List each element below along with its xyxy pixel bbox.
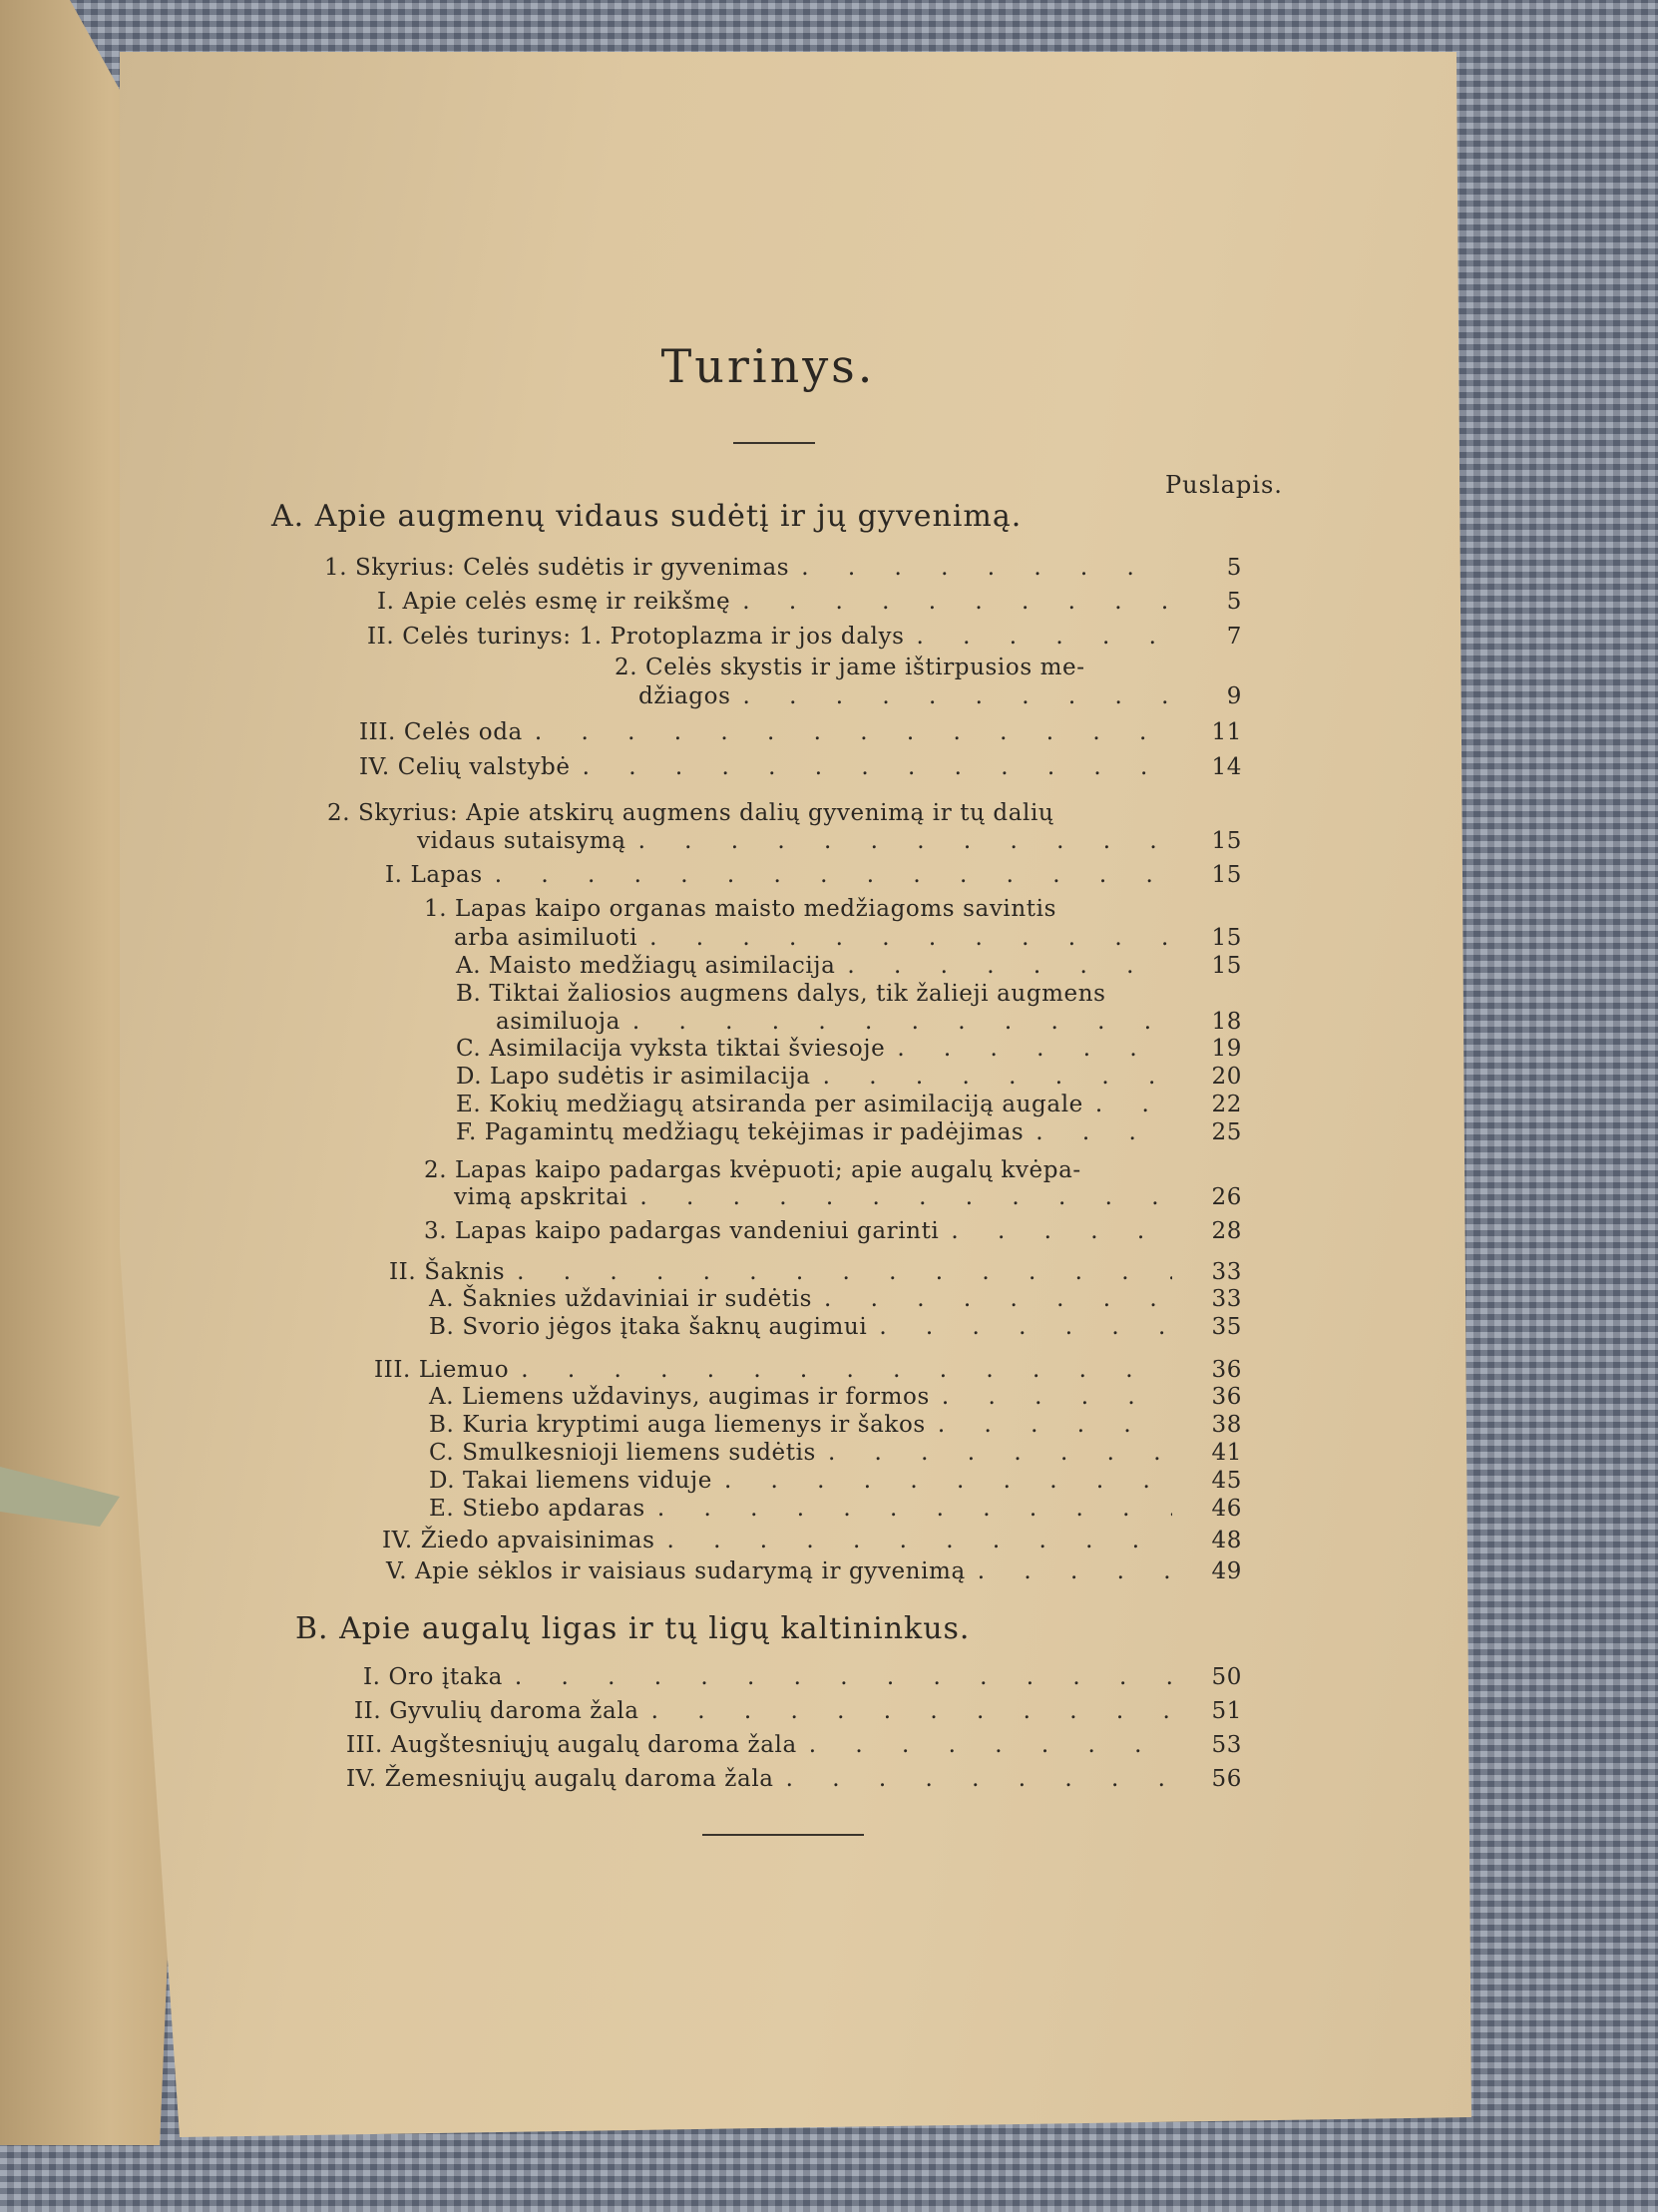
toc-entry-text: II. Šaknis (389, 1259, 506, 1285)
toc-entry-text: V. Apie sėklos ir vaisiaus sudarymą ir gyvenimą (386, 1558, 966, 1584)
dot-leader (1024, 1119, 1172, 1145)
dot-leader (654, 1528, 1172, 1553)
toc-entry-text: IV. Žiedo apvaisinimas (382, 1528, 655, 1553)
dot-leader (639, 1698, 1172, 1724)
toc-entry (424, 1218, 1242, 1244)
dot-leader (627, 1184, 1172, 1210)
toc-entry-page: 18 (1211, 1009, 1242, 1035)
toc-entry-text: C. Asimilacija vyksta tiktai šviesoje (456, 1036, 886, 1062)
toc-entry-text: A. Šaknies uždaviniai ir sudėtis (429, 1286, 813, 1312)
dot-leader (626, 828, 1172, 854)
toc-entry-text: asimiluoja (496, 1009, 621, 1035)
section-b-label: B. Apie augalų ligas ir tų ligų kaltininkus. (295, 1611, 971, 1646)
toc-entry-page: 15 (1211, 925, 1242, 951)
toc-entry-page: 50 (1211, 1664, 1242, 1690)
toc-entry (377, 589, 1242, 615)
toc-entry (429, 1384, 1242, 1410)
toc-entry-text: A. Liemens uždavinys, augimas ir formos (429, 1384, 930, 1410)
toc-entry-text: B. Svorio jėgos įtaka šaknų augimui (429, 1314, 868, 1340)
toc-entry-page: 15 (1211, 862, 1242, 888)
dot-leader (1083, 1092, 1172, 1117)
toc-entry (382, 1528, 1242, 1553)
dot-leader (816, 1440, 1172, 1466)
toc-entry (359, 719, 1242, 745)
toc-entry-page: 51 (1211, 1698, 1242, 1724)
toc-entry (389, 1259, 1242, 1285)
toc-entry (346, 1732, 1242, 1758)
toc-entry (429, 1468, 1242, 1494)
toc-entry-text: arba asimiluoti (454, 925, 638, 951)
dot-leader (905, 624, 1172, 650)
toc-entry-text: IV. Celių valstybė (359, 754, 571, 780)
toc-entry-page: 33 (1211, 1259, 1242, 1285)
toc-entry-text: IV. Žemesniųjų augalų daroma žala (346, 1766, 774, 1792)
dot-leader (637, 925, 1172, 951)
toc-entry-page: 33 (1211, 1286, 1242, 1312)
dot-leader (966, 1558, 1172, 1584)
toc-entry-text: II. Gyvulių daroma žala (354, 1698, 639, 1724)
toc-entry-text: II. Celės turinys: 1. Protoplazma ir jos dalys (367, 624, 905, 650)
toc-entry-page: 41 (1211, 1440, 1242, 1466)
dot-leader (645, 1496, 1172, 1522)
dot-leader (885, 1036, 1172, 1062)
toc-entry-text: 3. Lapas kaipo padargas vandeniui garinti (424, 1218, 940, 1244)
toc-entry-page: 15 (1211, 953, 1242, 979)
toc-entry-text: B. Kuria kryptimi auga liemenys ir šakos (429, 1412, 926, 1438)
toc-entry-text: I. Lapas (385, 862, 483, 888)
toc-entry-page: 19 (1211, 1036, 1242, 1062)
toc-entry (367, 624, 1242, 650)
toc-entry-page: 45 (1211, 1468, 1242, 1494)
toc-entry (638, 683, 1242, 709)
section-b-heading (295, 1611, 970, 1646)
toc-entry (386, 1558, 1242, 1584)
toc-entry (456, 1036, 1242, 1062)
toc-entry-page: 5 (1226, 589, 1242, 615)
toc-entry-page: 22 (1211, 1092, 1242, 1117)
toc-entry-page: 53 (1211, 1732, 1242, 1758)
page-title: Turinys. (660, 339, 876, 393)
dot-leader (621, 1009, 1172, 1035)
dot-leader (926, 1412, 1172, 1438)
toc-entry (363, 1664, 1242, 1690)
toc-entry (429, 1314, 1242, 1340)
dot-leader (483, 862, 1172, 888)
dot-leader (523, 719, 1172, 745)
toc-entry (374, 1357, 1242, 1383)
closing-rule (702, 1834, 864, 1836)
dot-leader (774, 1766, 1172, 1792)
toc-entry (456, 1119, 1242, 1145)
toc-entry (354, 1698, 1242, 1724)
toc-entry-page: 38 (1211, 1412, 1242, 1438)
toc-entry-page: 20 (1211, 1064, 1242, 1090)
dot-leader (930, 1384, 1172, 1410)
toc-entry (385, 862, 1242, 888)
toc-entry-text: F. Pagamintų medžiagų tekėjimas ir padėjimas (456, 1119, 1025, 1145)
toc-entry-page: 36 (1211, 1384, 1242, 1410)
toc-entry-text: D. Takai liemens viduje (429, 1468, 712, 1494)
toc-entry-page: 35 (1211, 1314, 1242, 1340)
toc-entry-page: 11 (1211, 719, 1242, 745)
toc-entry-page: 9 (1226, 683, 1242, 709)
toc-entry-page: 15 (1211, 828, 1242, 854)
toc-entry-page: 46 (1211, 1496, 1242, 1522)
title-rule (733, 442, 815, 444)
toc-entry-text: III. Celės oda (359, 719, 523, 745)
toc-entry-text: III. Liemuo (374, 1357, 510, 1383)
toc-entry (454, 1184, 1242, 1210)
section-a-label: A. Apie augmenų vidaus sudėtį ir jų gyvenimą. (271, 499, 1023, 534)
dot-leader (503, 1664, 1172, 1690)
dot-leader (505, 1259, 1172, 1285)
toc-entry-text: A. Maisto medžiagų asimilacija (456, 953, 836, 979)
toc-entry (429, 1440, 1242, 1466)
toc-entry-page: 26 (1211, 1184, 1242, 1210)
toc-entry-text: 2. Lapas kaipo padargas kvėpuoti; apie augalų kvėpa- (424, 1157, 1081, 1183)
dot-leader (712, 1468, 1172, 1494)
dot-leader (509, 1357, 1172, 1383)
toc-entry (456, 953, 1242, 979)
toc-entry-page: 25 (1211, 1119, 1242, 1145)
toc-entry-text: 1. Lapas kaipo organas maisto medžiagoms savintis (424, 896, 1056, 922)
toc-entry-text: B. Tiktai žaliosios augmens dalys, tik žalieji augmens (456, 981, 1106, 1007)
toc-entry-text: I. Apie celės esmę ir reikšmę (377, 589, 731, 615)
toc-entry-text: D. Lapo sudėtis ir asimilacija (456, 1064, 811, 1090)
toc-entry-text: 2. Skyrius: Apie atskirų augmens dalių gyvenimą ir tų dalių (327, 800, 1054, 826)
toc-entry-page: 14 (1211, 754, 1242, 780)
toc-entry-text: C. Smulkesnioji liemens sudėtis (429, 1440, 816, 1466)
toc-entry-page: 56 (1211, 1766, 1242, 1792)
toc-entry (417, 828, 1242, 854)
toc-entry-page: 28 (1211, 1218, 1242, 1244)
toc-entry-text: E. Kokių medžiagų atsiranda per asimilaciją augale (456, 1092, 1083, 1117)
section-a-heading (271, 499, 1022, 534)
dot-leader (730, 589, 1172, 615)
dot-leader (812, 1286, 1172, 1312)
toc-entry (346, 1766, 1242, 1792)
toc-entry-text: vidaus sutaisymą (417, 828, 626, 854)
toc-entry (429, 1412, 1242, 1438)
toc-entry (454, 925, 1242, 951)
toc-entry-page: 36 (1211, 1357, 1242, 1383)
page-column-header: Puslapis. (1165, 471, 1283, 499)
toc-entry-text: vimą apskritai (454, 1184, 628, 1210)
toc-entry-page: 7 (1226, 624, 1242, 650)
toc-entry (496, 1009, 1242, 1035)
dot-leader (939, 1218, 1172, 1244)
dot-leader (811, 1064, 1172, 1090)
dot-leader (835, 953, 1172, 979)
toc-entry-page: 48 (1211, 1528, 1242, 1553)
toc-entry (359, 754, 1242, 780)
toc-entry-text: I. Oro įtaka (363, 1664, 503, 1690)
dot-leader (867, 1314, 1172, 1340)
toc-entry-text: džiagos (638, 683, 731, 709)
dot-leader (789, 555, 1172, 581)
dot-leader (797, 1732, 1172, 1758)
toc-entry (429, 1496, 1242, 1522)
toc-entry (429, 1286, 1242, 1312)
dot-leader (571, 754, 1172, 780)
toc-entry-page: 49 (1211, 1558, 1242, 1584)
toc-entry (456, 1064, 1242, 1090)
toc-entry-text: 1. Skyrius: Celės sudėtis ir gyvenimas (324, 555, 790, 581)
toc-entry-page: 5 (1226, 555, 1242, 581)
toc-entry (456, 1092, 1242, 1117)
toc-entry-text: III. Augštesniųjų augalų daroma žala (346, 1732, 797, 1758)
toc-entry (324, 555, 1242, 581)
toc-entry-text: E. Stiebo apdaras (429, 1496, 645, 1522)
dot-leader (730, 683, 1172, 709)
toc-entry-text: 2. Celės skystis ir jame ištirpusios me- (615, 655, 1085, 680)
